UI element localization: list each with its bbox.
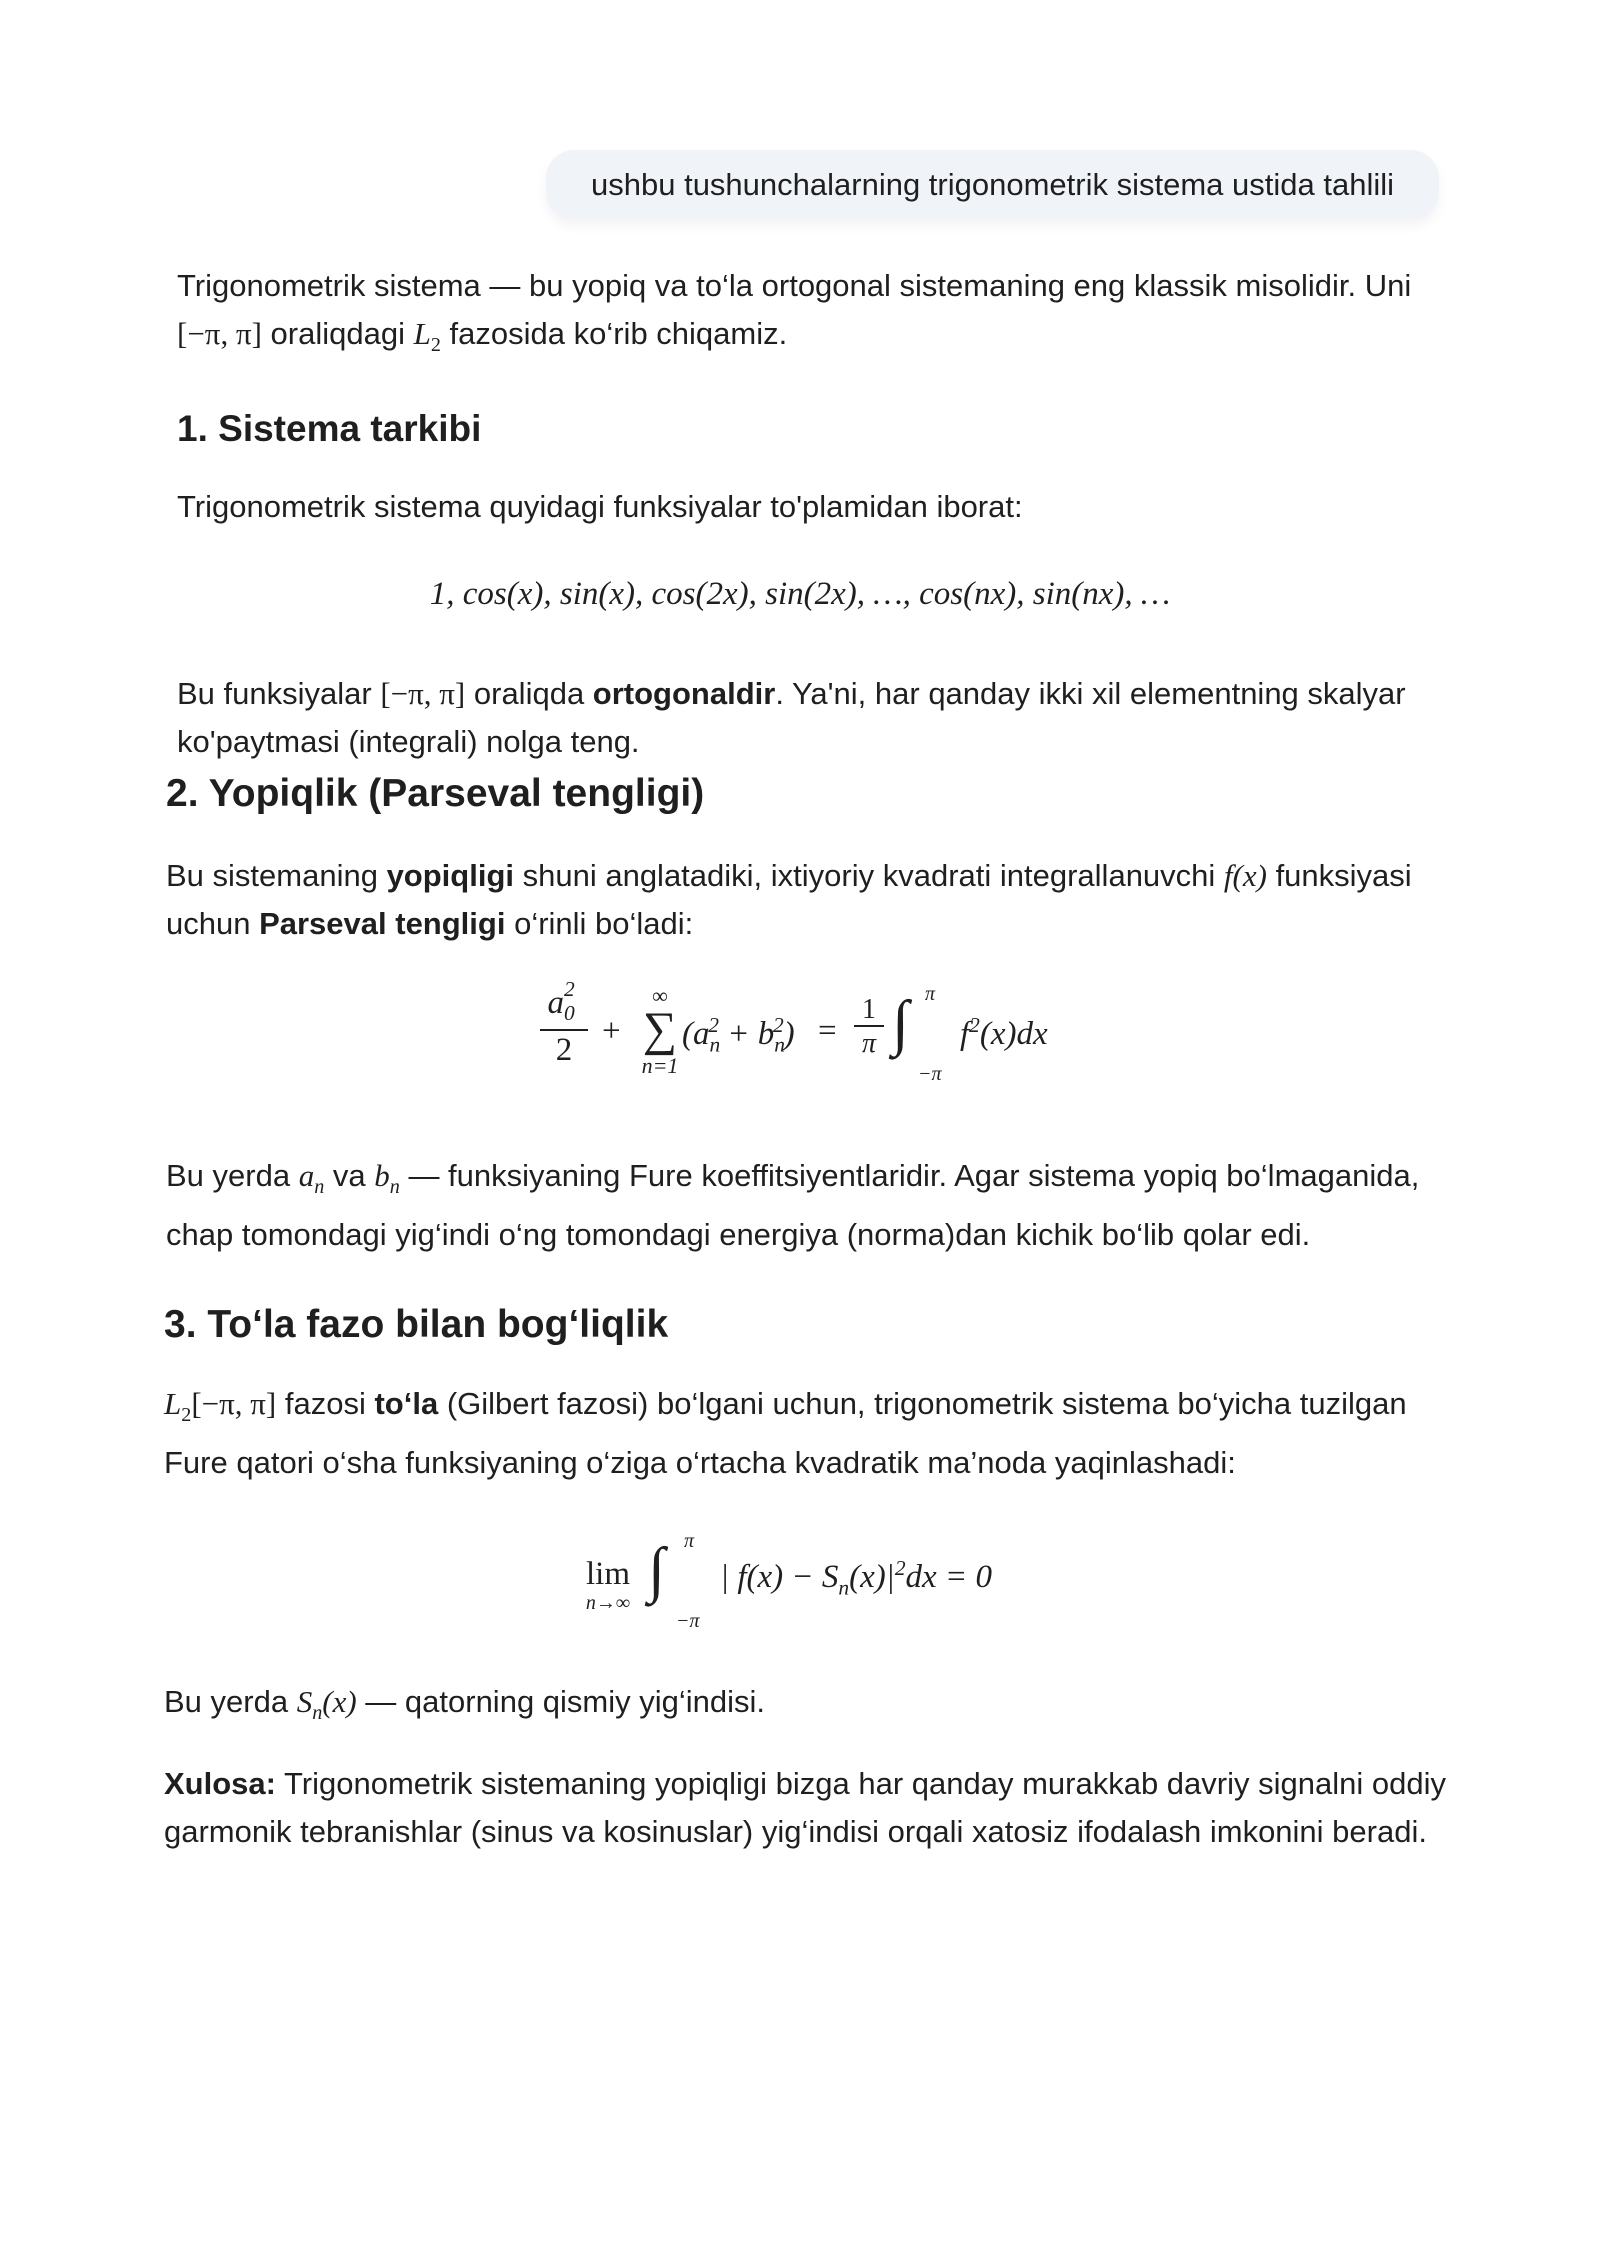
section-3-paragraph-2: Bu yerda $S_n(x)$ — qatorning qismiy yig‘indisi. [164,1684,766,1725]
intro-paragraph: Trigonometrik sistema — bu yopiq va to‘la ortogonal sistemaning eng klassik misolidir. Uni [−π, π] oraliqdagi $L_2$ fazosida ko‘rib chiqamiz. [177,268,1412,357]
user-prompt-text: ushbu tushunchalarning trigonometrik sistema ustida tahlili [591,167,1394,202]
section-1-heading: 1. Sistema tarkibi [177,408,482,449]
limit-formula: lim n→∞ π ∫ −π | $f(x) - S_n(x)|^2dx = 0$ [585,1530,992,1632]
section-3-paragraph-1: $L_2[-\pi$, π] fazosi to‘la (Gilbert fazosi) bo‘lgani uchun, trigonometrik sistema bo‘yicha tuzilgan Fure qatori o‘sha funksiyaning o‘ziga o‘rtacha kvadratik ma’noda yaqinlashadi: [164,1386,1407,1481]
section-1-paragraph: Bu funksiyalar [−π, π] oraliqda ortogonaldir. Ya'ni, har qanday ikki xil elementning skalyar ko'paytmasi (integrali) nolga teng. [177,676,1406,759]
user-prompt-bubble [546,150,1439,220]
section-3-heading: 3. To‘la fazo bilan bog‘liqlik [164,1303,669,1346]
section-2-paragraph-2: Bu yerda $a_n$ va $b_n$ — funksiyaning Fure koeffitsiyentlaridir. Agar sistema yopiq bo‘lmaganida, chap tomondagi yig‘indi o‘ng tomondagi energiya (norma)dan kichik bo‘lib qolar edi. [166,1158,1420,1253]
conclusion-paragraph: Xulosa: Trigonometrik sistemaning yopiqligi bizga har qanday murakkab davriy signalni oddiy garmonik tebranishlar (sinus va kosinuslar) yig‘indisi orqali xatosiz ifodalash imkonini beradi. [164,1766,1446,1849]
trig-system-formula: 1, cos(x), sin(x), cos(2x), sin(2x), …, cos(nx), sin(nx), … [429,576,1171,612]
parseval-formula: a 2 0 2 + ∞ ∑ n=1 $(a_n^2 + b_n^2)$ = 1 π π ∫ −π $f^2(x)dx$ [540,985,1100,1105]
section-1-intro: Trigonometrik sistema quyidagi funksiyalar to'plamidan iborat: [177,489,1023,524]
section-2-paragraph-1: Bu sistemaning yopiqligi shuni anglatadiki, ixtiyoriy kvadrati integrallanuvchi f(x) funksiyasi uchun Parseval tengligi o‘rinli bo‘ladi: [166,858,1412,941]
section-2-heading: 2. Yopiqlik (Parseval tengligi) [166,772,705,815]
